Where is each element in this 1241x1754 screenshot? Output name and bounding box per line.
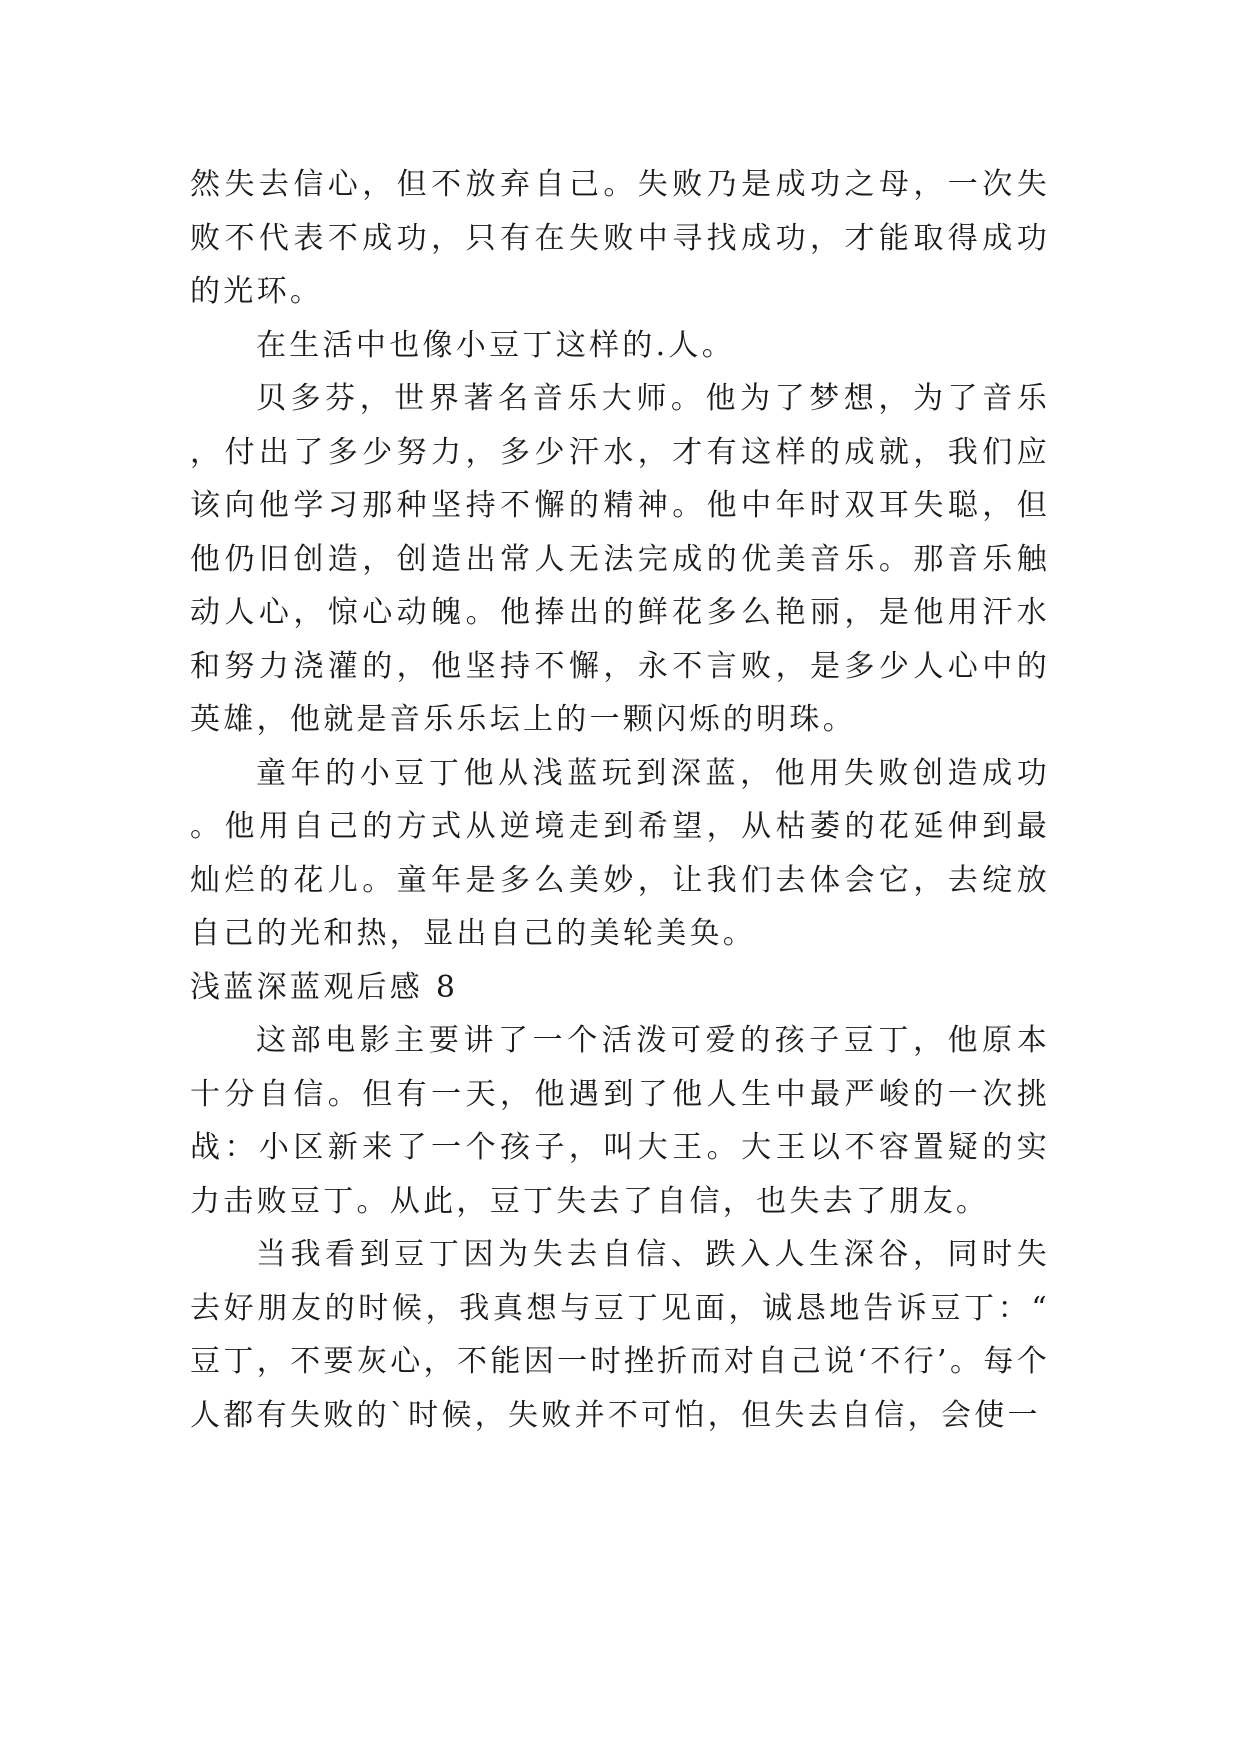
document-body (190, 158, 1050, 1442)
paragraph-1: 然失去信心，但不放弃自己。失败乃是成功之母，一次失败不代表不成功，只有在失败中寻找成功，才能取得成功的光环。 (190, 167, 1050, 309)
section-heading: 浅蓝深蓝观后感 8 (190, 969, 459, 1005)
paragraph-4: 童年的小豆丁他从浅蓝玩到深蓝，他用失败创造成功。他用自己的方式从逆境走到希望，从枯萎的花延伸到最灿烂的花儿。童年是多么美妙，让我们去体会它，去绽放自己的光和热，显出自己的美轮美奂。 (190, 755, 1050, 951)
paragraph-2: 在生活中也像小豆丁这样的.人。 (256, 327, 736, 363)
paragraph-5: 这部电影主要讲了一个活泼可爱的孩子豆丁，他原本十分自信。但有一天，他遇到了他人生中最严峻的一次挑战：小区新来了一个孩子，叫大王。大王以不容置疑的实力击败豆丁。从此，豆丁失去了自信，也失去了朋友。 (190, 1023, 1050, 1219)
paragraph-3: 贝多芬，世界著名音乐大师。他为了梦想，为了音乐，付出了多少努力，多少汗水，才有这样的成就，我们应该向他学习那种坚持不懈的精神。他中年时双耳失聪，但他仍旧创造，创造出常人无法完成的优美音乐。那音乐触动人心，惊心动魄。他捧出的鲜花多么艳丽，是他用汗水和努力浇灌的，他坚持不懈，永不言败，是多少人心中的英雄，他就是音乐乐坛上的一颗闪烁的明珠。 (190, 381, 1050, 737)
paragraph-6: 当我看到豆丁因为失去自信、跌入人生深谷，同时失去好朋友的时候，我真想与豆丁见面，诚恳地告诉豆丁：“豆丁，不要灰心，不能因一时挫折而对自己说‘不行’。每个人都有失败的`时候，失败并不可怕，但失去自信，会使一 (190, 1237, 1050, 1433)
